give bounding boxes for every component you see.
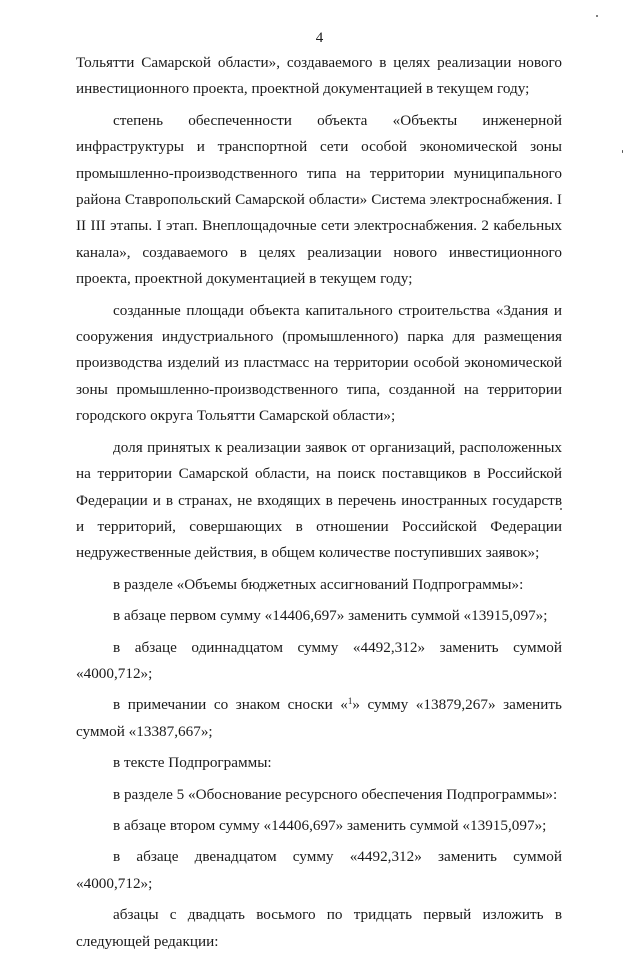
- paragraph-6: в абзаце первом сумму «14406,697» заменить суммой «13915,097»;: [113, 607, 548, 625]
- paragraph-7: в абзаце одиннадцатом сумму «4492,312» заменить суммой «4000,712»;: [76, 638, 562, 682]
- footnote-text-before: в примечании со знаком сноски «: [113, 696, 348, 714]
- paragraph-2: степень обеспеченности объекта «Объекты инженерной инфраструктуры и транспортной сети особой экономической зоны промышленно-производственного типа на территории муниципального района Ставропольский Самарской области» Система электроснабжения. I II III этапы. I этап. Внеплощадочные сети электроснабжения. 2 кабельных канала», создаваемого в целях реализации нового инвестиционного проекта, проектной документацией в текущем году;: [76, 111, 562, 288]
- paragraph-8: [76, 692, 562, 745]
- paragraph-13: абзацы с двадцать восьмого по тридцать первый изложить в следующей редакции:: [76, 906, 562, 950]
- paragraph-4: доля принятых к реализации заявок от организаций, расположенных на территории Самарской области, на поиск поставщиков в Российской Федерации и в странах, не входящих в перечень иностранных государств и территорий, совершающих в отношении Российской Федерации недружественные действия, в общем количестве поступивших заявок»;: [76, 438, 562, 562]
- paragraph-1: Тольятти Самарской области», создаваемого в целях реализации нового инвестиционного проекта, проектной документацией в текущем году;: [76, 54, 562, 98]
- document-body: [76, 50, 562, 955]
- paragraph-9: в тексте Подпрограммы:: [113, 754, 272, 772]
- paragraph-11: в абзаце втором сумму «14406,697» заменить суммой «13915,097»;: [113, 816, 547, 834]
- paragraph-5: в разделе «Объемы бюджетных ассигнований Подпрограммы»:: [113, 575, 524, 593]
- paragraph-3: созданные площади объекта капитального строительства «Здания и сооружения индустриального (промышленного) парка для размещения производства изделий из пластмасс на территории особой экономической зоны промышленно-производственного типа, созданной на территории городского округа Тольятти Самарской области»;: [76, 301, 562, 425]
- scan-speck: [622, 150, 623, 153]
- paragraph-10: в разделе 5 «Обоснование ресурсного обеспечения Подпрограммы»:: [113, 785, 558, 803]
- scan-speck: [560, 508, 562, 510]
- scan-speck: [596, 15, 598, 17]
- footnote-marker: 1: [347, 696, 353, 707]
- footnote-text-after: » сумму «13879,267» заменить суммой «13387,667»;: [76, 696, 562, 740]
- page-number: 4: [315, 30, 324, 46]
- paragraph-12: в абзаце двенадцатом сумму «4492,312» заменить суммой «4000,712»;: [76, 848, 562, 892]
